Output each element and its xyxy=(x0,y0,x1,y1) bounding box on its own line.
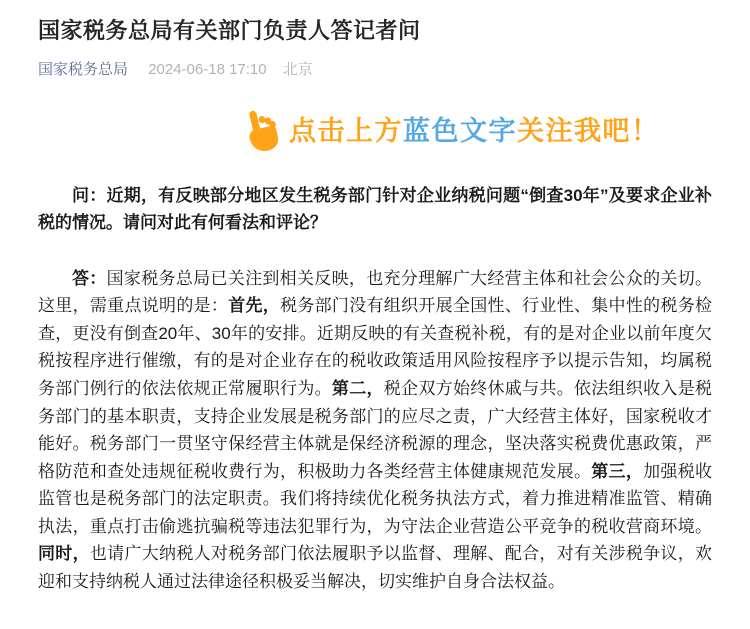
text-segment: 答： xyxy=(72,268,107,288)
publish-time: 2024-06-18 17:10 xyxy=(148,60,267,78)
question-label: 问： xyxy=(72,185,107,205)
text-segment: 蓝色文字 xyxy=(403,116,517,147)
text-segment: 税务部门没有组织开展全国性、行业性、集中性的税务检查，更没有倒查20年、30年的安排。近期反映的有关查税补税，有的是对企业以前年度欠税按程序进行催缴，有的是对企业存在的税收政策适用风险按程序予以提示告知，均属税务部门例行的依法依规正常履职行为。 xyxy=(38,296,713,398)
text-segment: 也请广大纳税人对税务部门依法履职予以监督、理解、配合，对有关涉税争议，欢迎和支持纳税人通过法律途径积极妥当解决，切实维护自身合法权益。 xyxy=(38,544,713,591)
text-segment: 关注我吧！ xyxy=(517,116,660,147)
text-segment: 税企双方始终休戚与共。依法组织收入是税务部门的基本职责，支持企业发展是税务部门的应尽之责，广大经营主体好，国家税收才能好。税务部门一贯坚守保经营主体就是保经济税源的理念，坚决落实税费优惠政策，严格防范和查处违规征税收费行为，积极助力各类经营主体健康规范发展。 xyxy=(38,378,713,481)
answer-paragraph xyxy=(38,265,712,595)
article-title: 国家税务总局有关部门负责人答记者问 xyxy=(38,18,421,43)
text-segment: 点击上方 xyxy=(289,116,403,147)
pointing-hand-icon xyxy=(243,106,279,158)
follow-banner-text xyxy=(289,118,660,145)
text-segment: 首先， xyxy=(228,296,281,316)
follow-banner[interactable] xyxy=(243,106,712,158)
publish-location: 北京 xyxy=(282,60,313,78)
question-text: 近期，有反映部分地区发生税务部门针对企业纳税问题“倒查30年”及要求企业补税的情况。请问对此有何看法和评论？ xyxy=(38,185,712,233)
question-paragraph xyxy=(38,182,712,237)
text-segment: 加强税收监管也是税务部门的法定职责。我们将持续优化税务执法方式，着力推进精准监管、精确执法，重点打击偷逃抗骗税等违法犯罪行为，为守法企业营造公平竞争的税收营商环境。 xyxy=(38,461,713,536)
text-segment: 同时， xyxy=(38,544,90,564)
account-name-link[interactable]: 国家税务总局 xyxy=(38,60,129,78)
text-segment: 第二， xyxy=(331,378,384,398)
text-segment: 第三， xyxy=(591,461,644,481)
article-meta xyxy=(38,60,712,80)
text-segment: 国家税务总局已关注到相关反映，也充分理解广大经营主体和社会公众的关切。这里，需重点说明的是： xyxy=(38,268,713,316)
